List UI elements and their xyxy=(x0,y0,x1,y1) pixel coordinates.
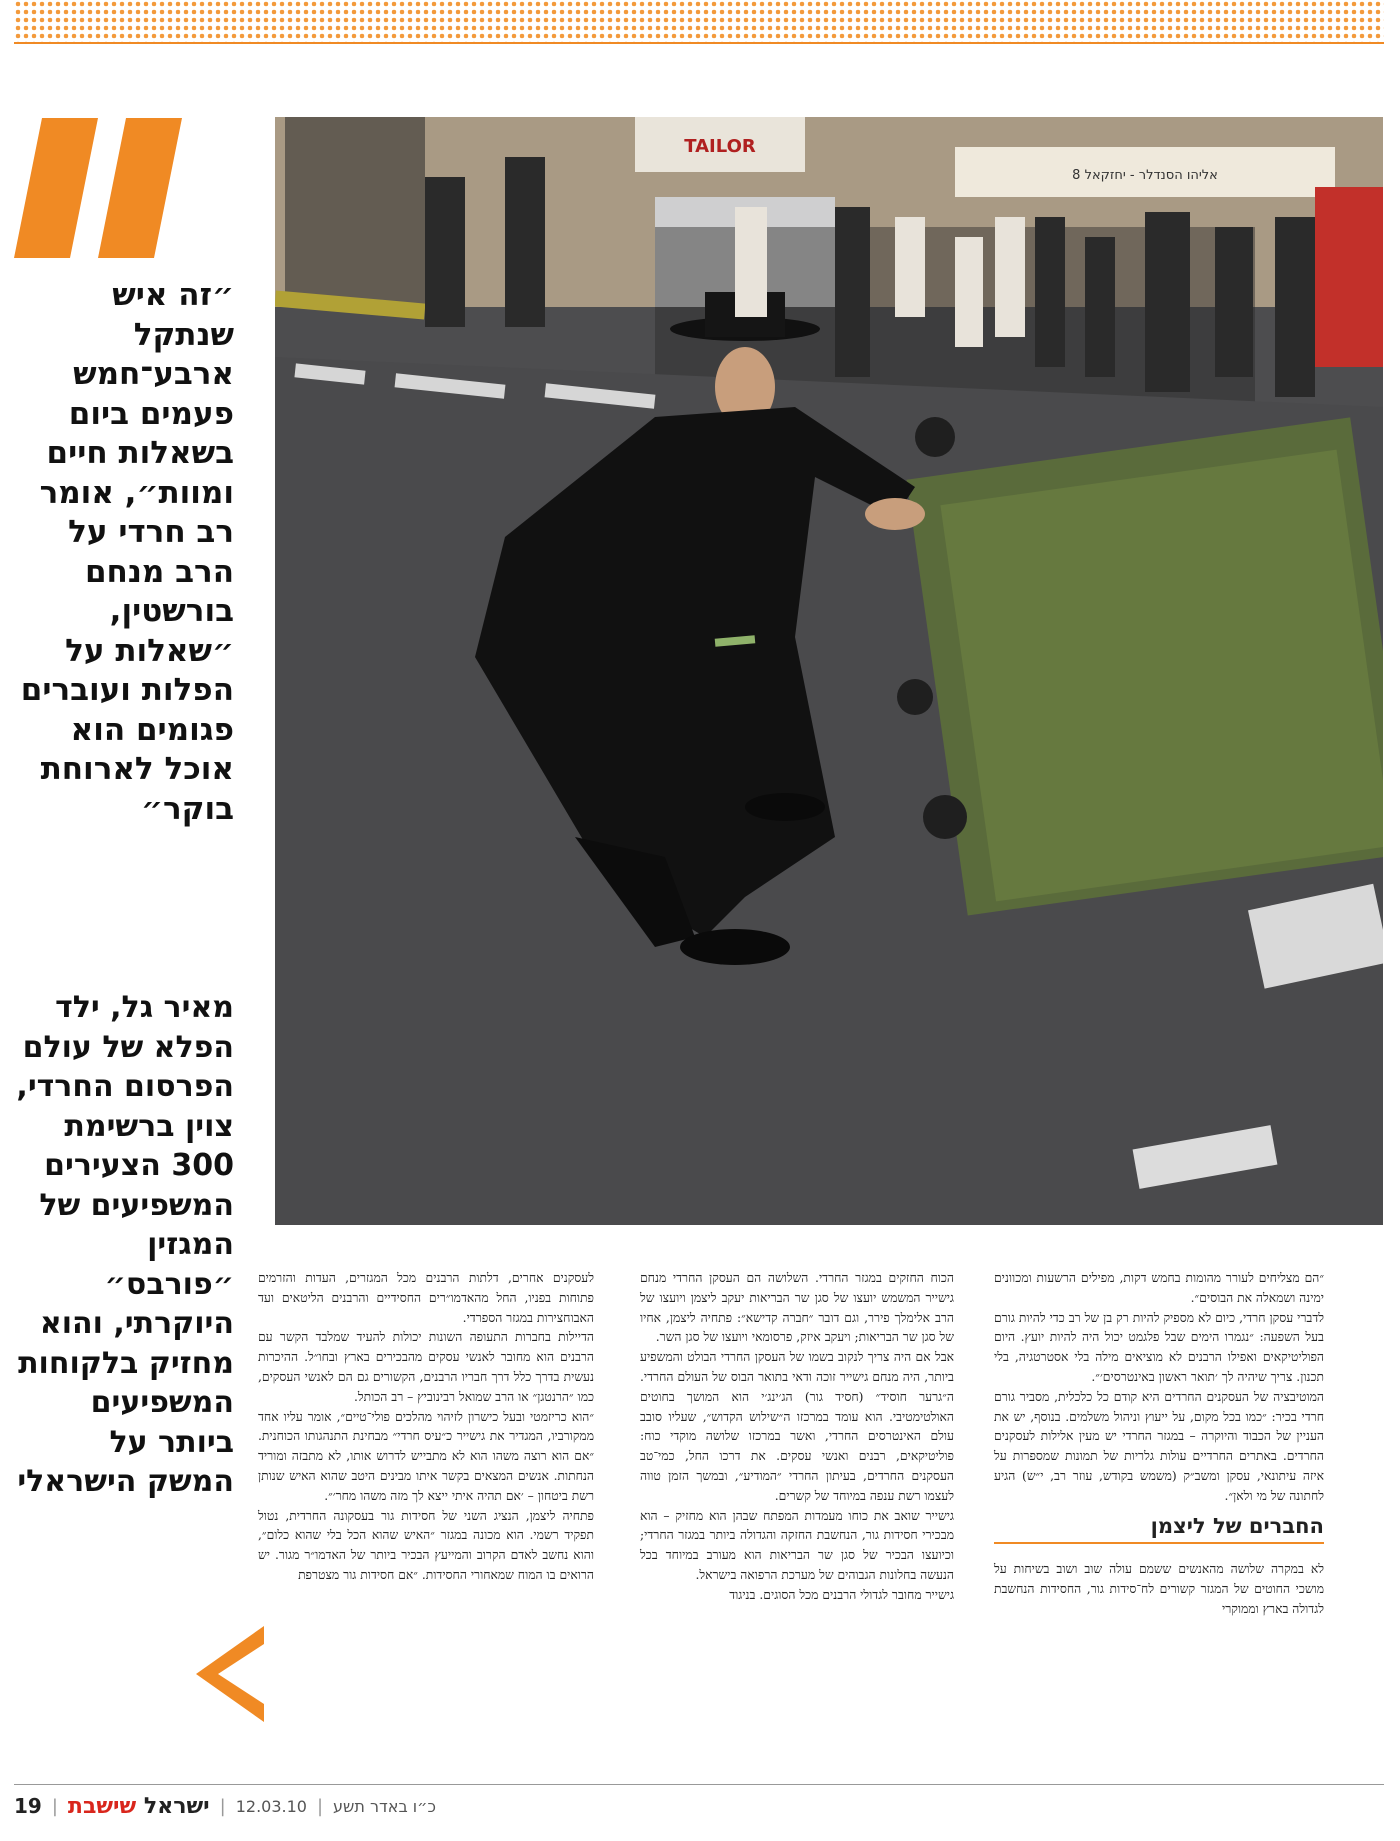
logo-main: ישראל xyxy=(143,1793,210,1819)
page-footer xyxy=(14,1788,436,1824)
paragraph: גישייר שואב את כוחו מעמדות המפתח שבהן הוא מחזיק – הוא מבכירי חסידות גור, הנחשבת החזקה והגדולה ביותר במגזר החרדי; וכיועצו הבכיר של סגן שר הבריאות הוא מעורב במיוחד בכל הנעשה בחלונות הגבוהים של מערכת הרפואה בישראל. xyxy=(640,1508,954,1582)
footer-separator: | xyxy=(219,1795,226,1817)
shop-awning-sign: אליהו הסנדלר - יחזקאל 8 xyxy=(1072,168,1218,183)
paragraph: הכוח החזקים במגזר החרדי. השלושה הם העסקן החרדי מנחם גישייר המשמש יועצו של סגן שר הבריאות יעקב ליצמן ויועצו של הרב אלימלך פירר, וגם דובר ״חברה קדישא״: פתחיה ליצמן, אחיו של סגן שר הבריאות; ויעקב איזק, פרסומאי ויועצו של סגן השר. xyxy=(640,1271,954,1345)
paragraph: לעסקנים אחרים, דלתות הרבנים מכל המגזרים, העדות והזרמים פתוחות בפניו, החל מהאדמו״רים החסידיים והרבנים הליטאים ועד האבוחצירות במגזר הספרדי. xyxy=(258,1271,594,1325)
paragraph: ״הוא כריזמטי ובעל כישרון לזיהוי מהלכים פולי־טיים״, אומר עליו אחד ממקורביו, המגדיר את גישייר כ״עיס חרדי״ מבחינת התנהגותו הכוחנית. ״אם הוא רוצה משהו הוא לא מתבייש לדרוש אותו, לא מתבזה ומוריד הנחתות. אנשים המצאים בקשר איתו מבינים היטב שהוא האיש שנותן רשת ביטחון – ׳אם תהיה איתי ייצא לך מזה משהו מחר׳״. xyxy=(258,1409,594,1503)
footer-divider xyxy=(14,1784,1384,1785)
footer-separator: | xyxy=(51,1795,58,1817)
quotation-marks-icon xyxy=(14,118,182,258)
article-column-2 xyxy=(640,1269,954,1606)
paragraph: אבל אם היה צריך לנקוב בשמו של העסקן החרדי הבולט והמשפיע ביותר, היה מנחם גישייר זוכה ודאי בתואר הבוס של העולם החרדי. ה״גרער חוסיד״ (חסיד גור) הג׳ינג׳י הוא המושך בחוטים האולטימטיבי. הוא עומד במרכזו ה״שילוש הקדוש״, שעליו סובב עולם האינטרסים החרדי, ואשר במרכזו שלושה מוקדי כוח: פוליטיקאים, רבנים ואנשי עסקים. את דרכו החל, כמי־טב העסקנים החרדים, בעיתון החרדי ״המודיע״, ובמשך הזמן טווה לעצמו רשת ענפה במיוחד של קשרים. xyxy=(640,1350,954,1503)
article-column-1 xyxy=(994,1269,1324,1620)
paragraph: גישייר מחובר לגדולי הרבנים מכל הסוגים. בניגוד xyxy=(729,1587,954,1602)
paragraph: פתחיה ליצמן, הנציג השני של חסידות גור בעסקונה החרדית, נטול תפקיד רשמי. הוא מכונה במגזר ״האיש שהוא הכל בלי שהוא כלום״, והוא נחשב לאדם הקרוב והמייעץ הבכיר ביותר של האדמו״ר מגור. יש הרואים בו המוח שמאחורי החסידות. ״אם חסידות גור מצטרפת xyxy=(258,1508,594,1582)
chevron-left-icon xyxy=(196,1626,264,1722)
paragraph: המוטיבציה של העסקנים החרדים היא קודם כל כלכלית, מסביר גורם חרדי בכיר: ״כמו בכל מקום, על ייעוץ וניהול משלמים. בנוסף, יש את העניין של הכבוד והיוקרה – במגזר החרדי יש מעין אלילות לעסקנים החרדים. באתרים החרדיים עולות גלריות של תמונות שמספרות על איזה עיתונאי, עסקן ומשב״ק (משמש בקודש, עוזר רב, י״ש) הגיע לחתונה של מי ולאן״. xyxy=(994,1389,1324,1503)
pull-quote: ״זה איש שנתקל ארבע־חמש פעמים ביום בשאלות חיים ומוות״, אומר רב חרדי על הרב מנחם בורשטין, ״שאלות על הפלות ועוברים פגומים הוא אוכל לארוחת בוקר״ xyxy=(20,277,234,827)
paragraph: לא במקרה שלושה מהאנשים ששמם עולה שוב ושוב בשיחות על מושכי החוטים של המגזר קשורים לח־סידות גור, החסידות הנחשבת לגדולה בארץ וממוקרי xyxy=(994,1562,1324,1616)
logo-accent: שישבת xyxy=(67,1793,137,1819)
top-decorative-band xyxy=(14,0,1384,44)
paragraph: הדיילות בחברות התעופה השונות יכולות להעיד שמלבד הקשר עם הרבנים הוא מחובר לאנשי עסקים מהבכירים בארץ ובחו״ל. ההיכרות נעשית בדרך כלל דרך חבריו הרבנים, הקשורים גם הם לאנשי העסקים, כמו ״הרנטגן״ או הרב שמואל רבינוביץ – רב הכותל. xyxy=(258,1330,594,1404)
hebrew-date: כ״ו באדר תשע xyxy=(333,1796,436,1816)
bio-blurb: מאיר גל, ילד הפלא של עולם הפרסום החרדי, צוין ברשימת 300 הצעירים המשפיעים של המגזין ״פורבס״ היוקרתי, והוא מחזיק בלקוחות המשפיעים ביותר על המשק הישראלי xyxy=(16,990,234,1499)
issue-date: 12.03.10 xyxy=(235,1796,307,1816)
main-photo xyxy=(275,117,1383,1225)
publication-logo xyxy=(68,1794,210,1819)
article-column-3 xyxy=(258,1269,594,1586)
tailor-sign: TAILOR xyxy=(684,136,756,157)
section-subheading: החברים של ליצמן xyxy=(994,1517,1324,1545)
paragraph: לדברי עסקן חרדי, כיום לא מספיק להיות רק בן של רב כדי להיות גורם בעל השפעה: ״נגמרו הימים שבל פלגמט יכול היה להיות יועץ. היום הפוליטיקאים ואפילו הרבנים לא מוציאים מילה בלי אסטרטגיה, בלי תכנון. צריך שיהיה לך ׳תואר ראשון באינטרסים׳״. xyxy=(994,1310,1324,1384)
page-number: 19 xyxy=(14,1794,42,1818)
footer-separator: | xyxy=(316,1795,324,1817)
street-scene-image xyxy=(275,117,1383,1225)
paragraph: ״הם מצליחים לעורר מהומות בחמש דקות, מפילים הרשעות ומכוונים ימינה ושמאלה את הבוסים״. xyxy=(994,1271,1324,1305)
